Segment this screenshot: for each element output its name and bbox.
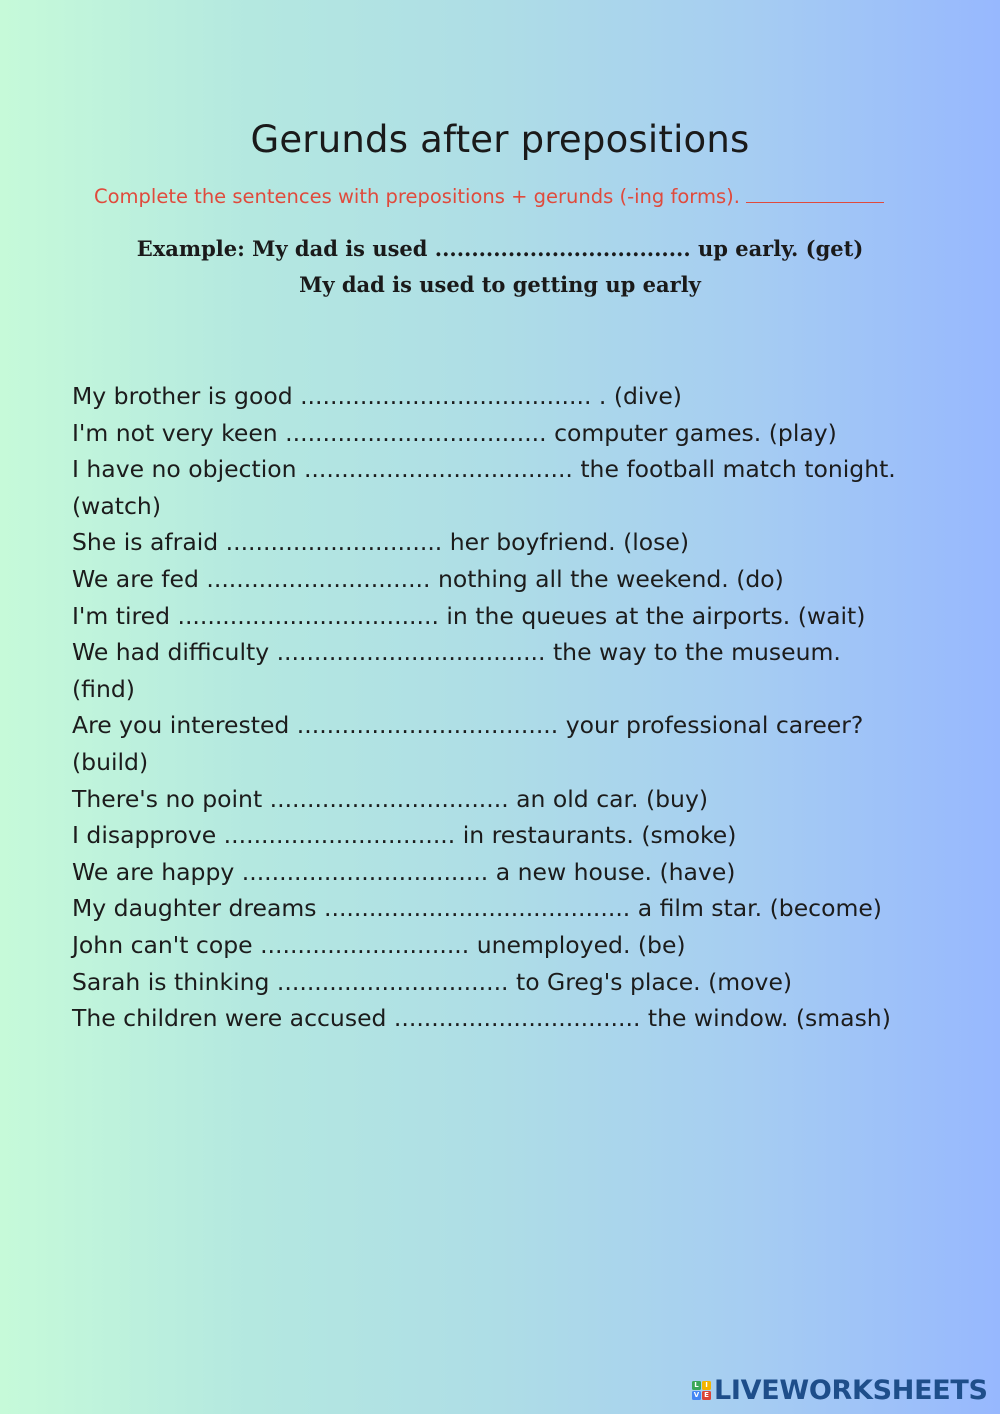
exercise-line: (build) [72,747,149,776]
exercise-line: My daughter dreams ......................................... a film star. (become) [72,894,882,923]
exercise-line: There's no point ................................ an old car. (buy) [72,784,709,813]
example-answer: My dad is used to getting up early [299,272,701,297]
exercise-line: She is afraid ............................. her boyfriend. (lose) [72,528,690,557]
exercise-line: We are fed .............................. nothing all the weekend. (do) [72,564,784,593]
exercise-line: I have no objection .................................... the football match tonight. [72,455,896,484]
exercise-list [72,378,942,1037]
exercise-line: My brother is good ....................................... . (dive) [72,382,682,410]
exercise-line: We had difficulty .................................... the way to the museum. [72,638,841,667]
logo-mark-square: I [702,1381,711,1390]
exercise-line: Are you interested ................................... your professional career? [72,711,864,740]
example-sentence: Example: My dad is used ................................... up early. (get) [136,236,864,261]
liveworksheets-logo-icon [692,1381,711,1400]
exercise-line: The children were accused ................................. the window. (smash) [72,1004,891,1033]
exercise-line: (watch) [72,491,161,520]
logo-mark-square: L [692,1381,701,1390]
exercise-line: I'm tired ................................... in the queues at the airports. (wait) [72,601,866,630]
exercise-line: We are happy ................................. a new house. (have) [72,857,736,886]
exercise-line: (find) [72,674,135,703]
instructions [94,184,914,208]
logo-mark-square: V [693,1390,700,1399]
exercise-line: I'm not very keen ................................... computer games. (play) [72,418,837,447]
logo-mark-square: E [702,1391,711,1400]
exercise-line: I disapprove ............................... in restaurants. (smoke) [72,821,737,850]
instructions-text: Complete the sentences with prepositions + gerunds (-ing forms). [94,185,740,208]
exercise-line: Sarah is thinking ............................... to Greg's place. (move) [72,967,793,996]
instructions-answer-blank[interactable] [746,184,884,203]
liveworksheets-logo[interactable] [692,1374,988,1406]
page-title: Gerunds after prepositions [250,118,750,161]
logo-text: LIVEWORKSHEETS [714,1374,988,1406]
exercise-line: John can't cope ............................ unemployed. (be) [72,930,686,959]
